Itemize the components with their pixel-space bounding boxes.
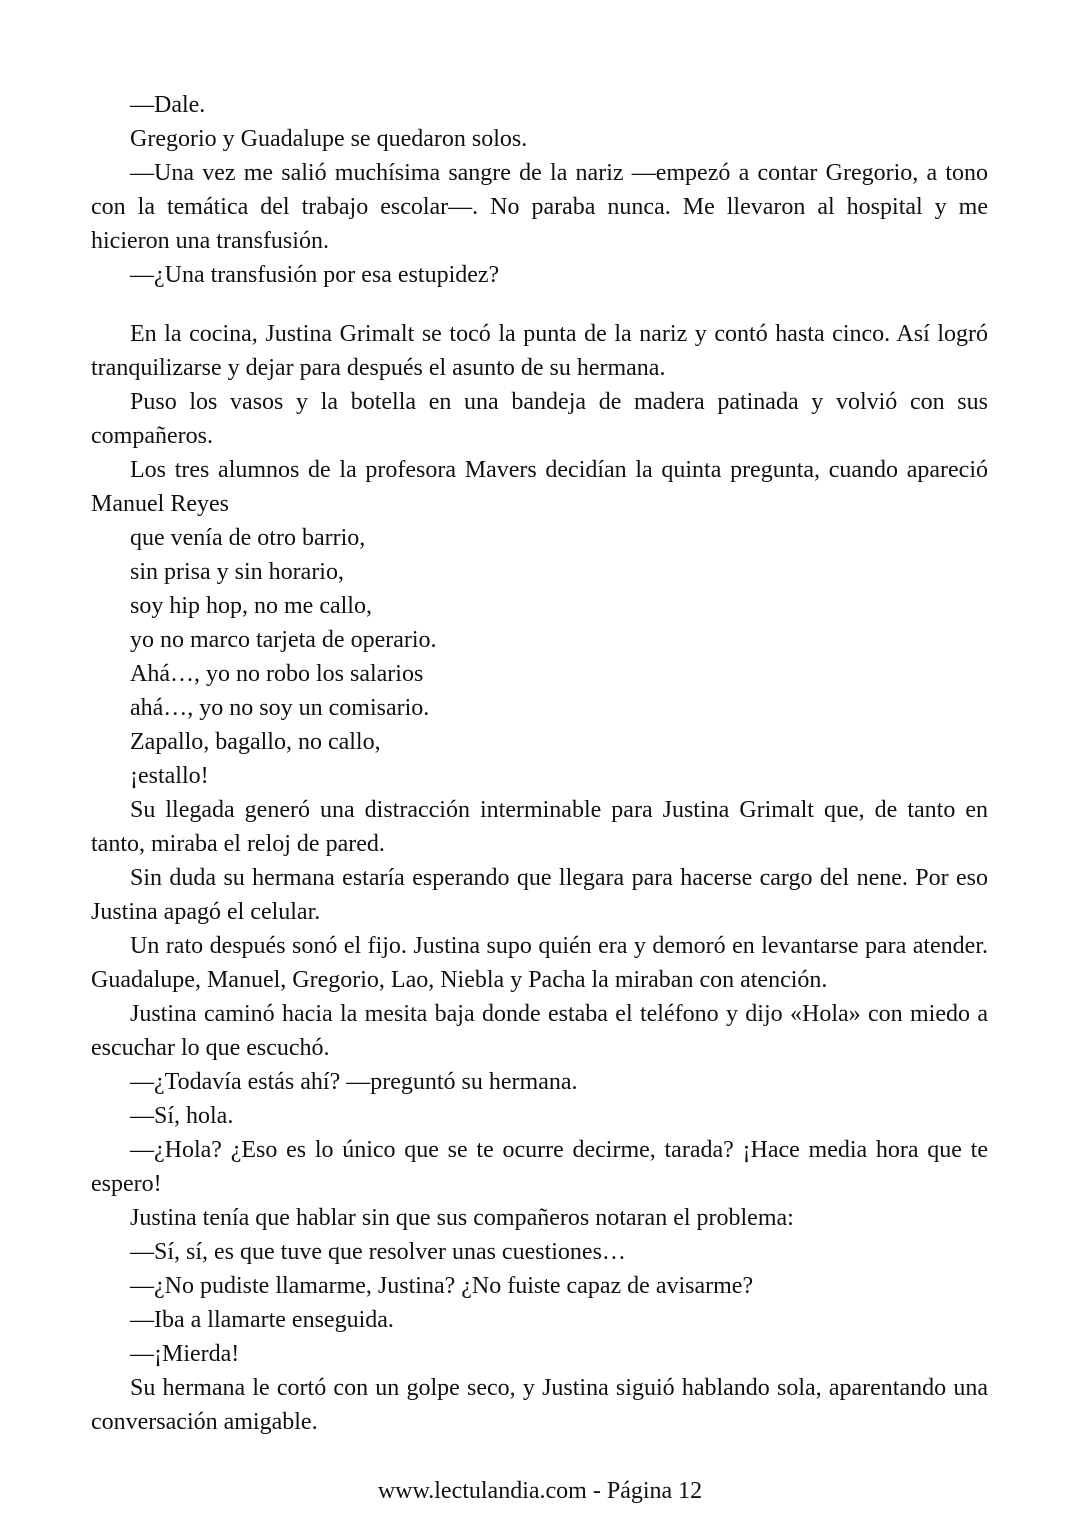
dialogue-line: —¿Todavía estás ahí? —preguntó su hermana. [130, 1069, 578, 1095]
verse-line: ahá…, yo no soy un comisario. [130, 695, 430, 721]
page-footer: www.lectulandia.com - Página 12 [377, 1478, 703, 1504]
paragraph: Su llegada generó una distracción interminable para Justina Grimalt que, de tanto en tanto, miraba el reloj de pared. [91, 797, 988, 857]
dialogue-line: —¿No pudiste llamarme, Justina? ¿No fuiste capaz de avisarme? [130, 1273, 754, 1299]
paragraph: Justina caminó hacia la mesita baja donde estaba el teléfono y dijo «Hola» con miedo a escuchar lo que escuchó. [91, 1001, 988, 1061]
dialogue-line: —Sí, hola. [130, 1103, 234, 1129]
paragraph: Gregorio y Guadalupe se quedaron solos. [130, 126, 528, 152]
verse-line: Zapallo, bagallo, no callo, [130, 729, 381, 755]
paragraph: Justina tenía que hablar sin que sus compañeros notaran el problema: [130, 1205, 794, 1231]
verse-line: soy hip hop, no me callo, [130, 593, 372, 619]
paragraph: Los tres alumnos de la profesora Mavers decidían la quinta pregunta, cuando apareció Manuel Reyes [91, 457, 988, 517]
verse-line: yo no marco tarjeta de operario. [130, 627, 437, 653]
paragraph: Su hermana le cortó con un golpe seco, y Justina siguió hablando sola, aparentando una conversación amigable. [91, 1375, 988, 1435]
verse-line: ¡estallo! [130, 763, 209, 789]
verse-line: que venía de otro barrio, [130, 525, 366, 551]
paragraph: —Dale. [130, 92, 206, 118]
verse-line: sin prisa y sin horario, [130, 559, 344, 585]
paragraph: Puso los vasos y la botella en una bandeja de madera patinada y volvió con sus compañeros. [91, 389, 988, 449]
paragraph: —Una vez me salió muchísima sangre de la nariz —empezó a contar Gregorio, a tono con la temática del trabajo escolar—. No paraba nunca. Me llevaron al hospital y me hicieron una transfusión. [91, 160, 988, 254]
dialogue-line: —Iba a llamarte enseguida. [130, 1307, 394, 1333]
dialogue-line: —¡Mierda! [130, 1341, 240, 1367]
paragraph: —¿Una transfusión por esa estupidez? [130, 262, 500, 288]
dialogue-line: —¿Hola? ¿Eso es lo único que se te ocurre decirme, tarada? ¡Hace media hora que te espero! [91, 1137, 988, 1197]
section-break [91, 292, 988, 317]
verse-line: Ahá…, yo no robo los salarios [130, 661, 424, 687]
dialogue-line: —Sí, sí, es que tuve que resolver unas cuestiones… [130, 1239, 626, 1265]
paragraph: En la cocina, Justina Grimalt se tocó la punta de la nariz y contó hasta cinco. Así logró tranquilizarse y dejar para después el asunto de su hermana. [91, 321, 988, 381]
paragraph: Un rato después sonó el fijo. Justina supo quién era y demoró en levantarse para atender. Guadalupe, Manuel, Gregorio, Lao, Niebla y Pacha la miraban con atención. [91, 933, 988, 993]
page-body [91, 88, 988, 1439]
paragraph: Sin duda su hermana estaría esperando que llegara para hacerse cargo del nene. Por eso Justina apagó el celular. [91, 865, 988, 925]
